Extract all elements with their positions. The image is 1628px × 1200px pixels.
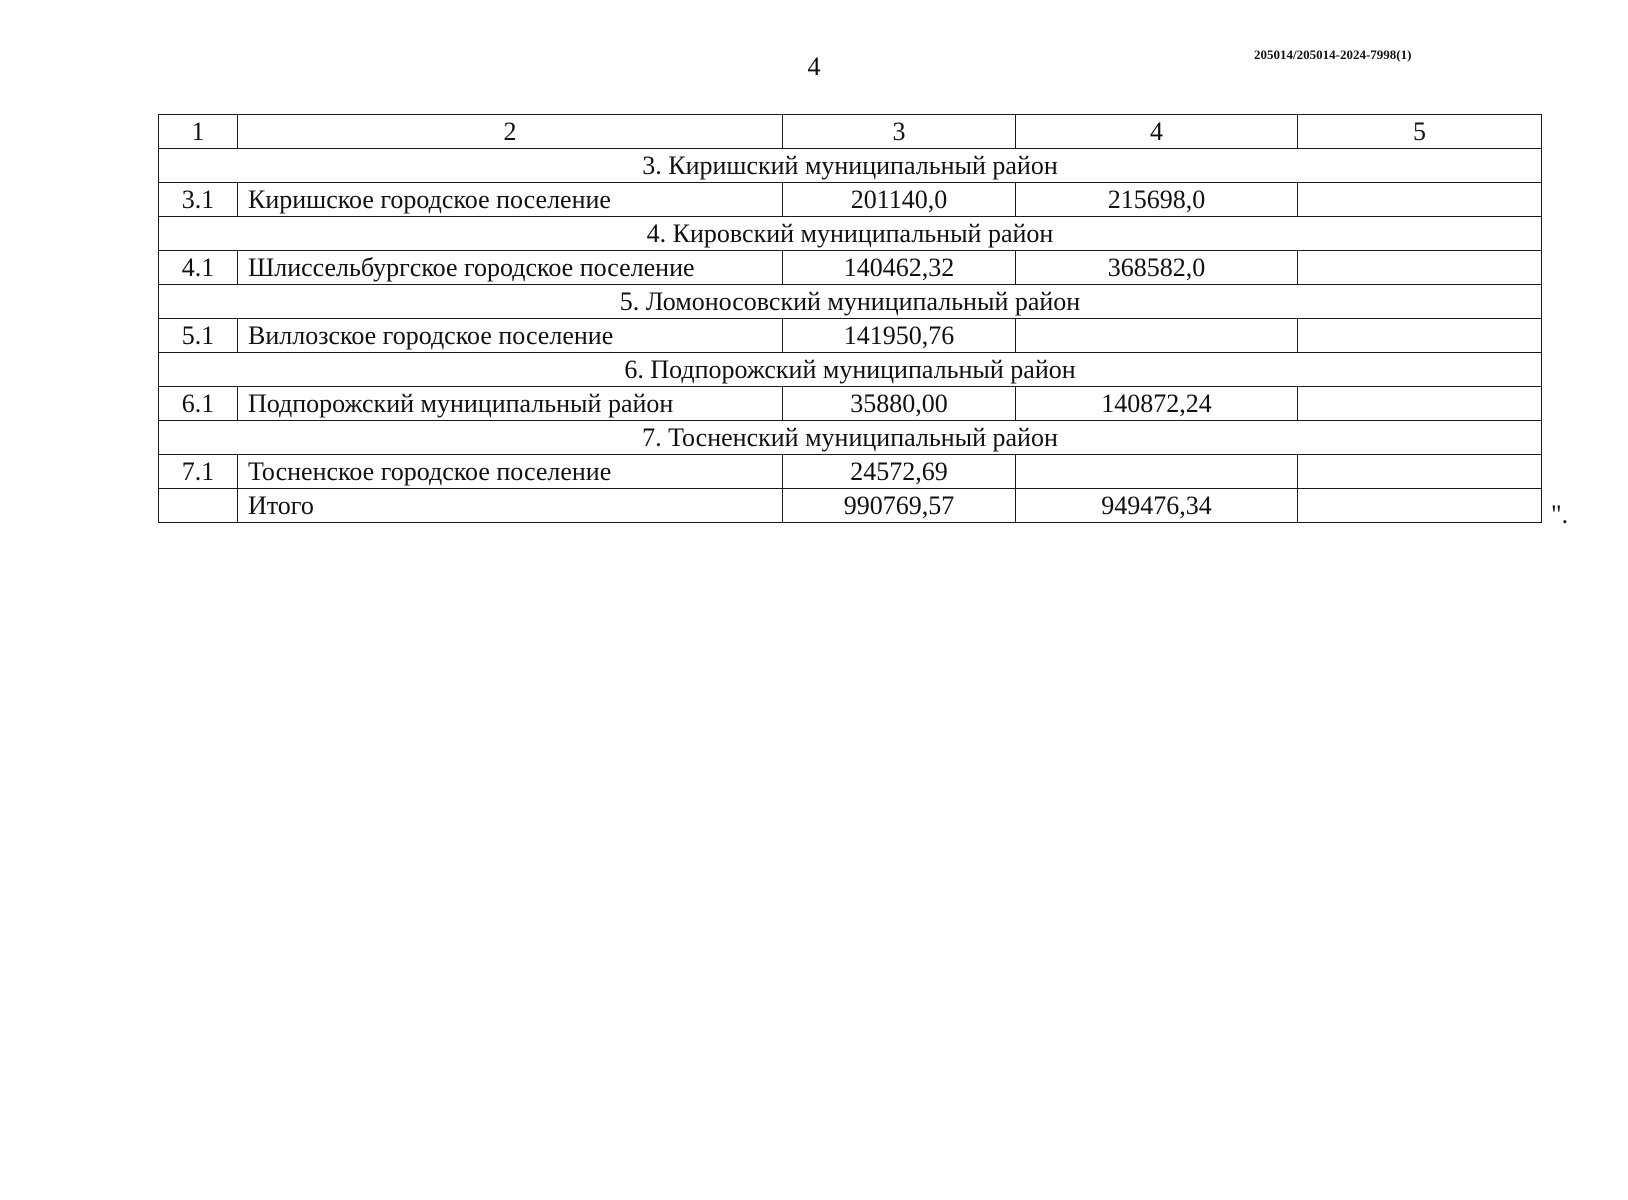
total-col4: 949476,34 — [1016, 489, 1298, 523]
district-title: 6. Подпорожский муниципальный район — [159, 353, 1542, 387]
table-row — [159, 455, 1542, 489]
table-row — [159, 319, 1542, 353]
value-col4 — [1016, 455, 1298, 489]
table-row — [159, 251, 1542, 285]
row-number: 6.1 — [159, 387, 238, 421]
total-label: Итого — [238, 489, 783, 523]
page-number: 4 — [807, 52, 821, 81]
value-col4: 368582,0 — [1016, 251, 1298, 285]
value-col4: 140872,24 — [1016, 387, 1298, 421]
column-header: 3 — [783, 115, 1016, 149]
district-row — [159, 217, 1542, 251]
column-header: 4 — [1016, 115, 1298, 149]
district-row — [159, 353, 1542, 387]
total-col3: 990769,57 — [783, 489, 1016, 523]
column-header: 5 — [1298, 115, 1542, 149]
data-table — [158, 114, 1542, 523]
value-col5 — [1298, 251, 1542, 285]
settlement-name: Виллозское городское поселение — [238, 319, 783, 353]
district-title: 3. Киришский муниципальный район — [159, 149, 1542, 183]
settlement-name: Шлиссельбургское городское поселение — [238, 251, 783, 285]
value-col3: 24572,69 — [783, 455, 1016, 489]
row-number: 7.1 — [159, 455, 238, 489]
row-number: 5.1 — [159, 319, 238, 353]
district-title: 7. Тосненский муниципальный район — [159, 421, 1542, 455]
column-header: 2 — [238, 115, 783, 149]
district-row — [159, 285, 1542, 319]
value-col3: 140462,32 — [783, 251, 1016, 285]
document-id: 205014/205014-2024-7998(1) — [1254, 47, 1412, 62]
district-title: 5. Ломоносовский муниципальный район — [159, 285, 1542, 319]
settlement-name: Киришское городское поселение — [238, 183, 783, 217]
value-col3: 201140,0 — [783, 183, 1016, 217]
settlement-name: Подпорожский муниципальный район — [238, 387, 783, 421]
value-col4: 215698,0 — [1016, 183, 1298, 217]
value-col4 — [1016, 319, 1298, 353]
value-col3: 35880,00 — [783, 387, 1016, 421]
value-col5 — [1298, 455, 1542, 489]
total-number — [159, 489, 238, 523]
table-row — [159, 183, 1542, 217]
total-row — [159, 489, 1542, 523]
total-col5 — [1298, 489, 1542, 523]
value-col3: 141950,76 — [783, 319, 1016, 353]
value-col5 — [1298, 387, 1542, 421]
closing-quote: ". — [1551, 500, 1569, 529]
row-number: 4.1 — [159, 251, 238, 285]
value-col5 — [1298, 183, 1542, 217]
settlement-name: Тосненское городское поселение — [238, 455, 783, 489]
column-header: 1 — [159, 115, 238, 149]
district-row — [159, 421, 1542, 455]
table-row — [159, 387, 1542, 421]
table-header-row — [159, 115, 1542, 149]
district-row — [159, 149, 1542, 183]
row-number: 3.1 — [159, 183, 238, 217]
district-title: 4. Кировский муниципальный район — [159, 217, 1542, 251]
value-col5 — [1298, 319, 1542, 353]
